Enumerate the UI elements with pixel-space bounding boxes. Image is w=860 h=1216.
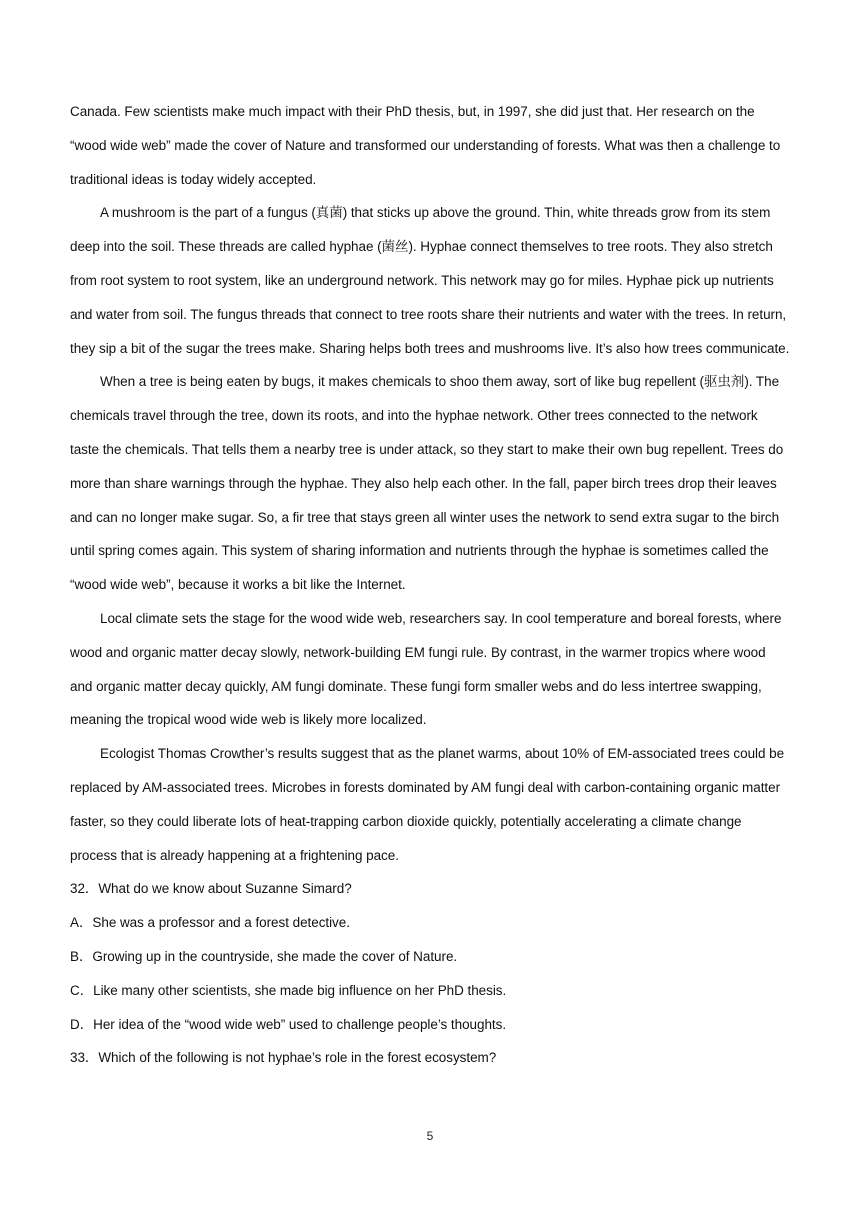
- page-number: 5: [426, 1129, 434, 1143]
- document-body: [70, 95, 790, 1075]
- question-32-option-c: C．Like many other scientists, she made big influence on her PhD thesis.: [70, 982, 507, 998]
- article-paragraph-5: Ecologist Thomas Crowther’s results suggest that as the planet warms, about 10% of EM-associated trees could be replaced by AM-associated trees. Microbes in forests dominated by AM fungi deal with carbon-containing organic matter faster, so they could liberate lots of heat-trapping carbon dioxide quickly, potentially accelerating a climate change process that is already happening at a frightening pace.: [70, 746, 785, 863]
- question-32-stem: 32．What do we know about Suzanne Simard?: [70, 881, 352, 897]
- article-paragraph-1: Canada. Few scientists make much impact with their PhD thesis, but, in 1997, she did just that. Her research on the “wood wide web” made the cover of Nature and transformed our understanding of forests. What was then a challenge to traditional ideas is today widely accepted.: [70, 104, 781, 187]
- question-33-stem: 33．Which of the following is not hyphae’s role in the forest ecosystem?: [70, 1050, 497, 1066]
- article-paragraph-3: When a tree is being eaten by bugs, it makes chemicals to shoo them away, sort of like bug repellent (驱虫剂). The chemicals travel through the tree, down its roots, and into the hyphae network. Other trees connected to the network taste the chemicals. That tells them a nearby tree is under attack, so they start to make their own bug repellent. Trees do more than share warnings through the hyphae. They also help each other. In the fall, paper birch trees drop their leaves and can no longer make sugar. So, a fir tree that stays green all winter uses the network to send extra sugar to the birch until spring comes again. This system of sharing information and nutrients through the hyphae is sometimes called the “wood wide web”, because it works a bit like the Internet.: [70, 374, 784, 593]
- question-32-option-d: D．Her idea of the “wood wide web” used to challenge people’s thoughts.: [70, 1016, 507, 1032]
- question-32-option-a: A．She was a professor and a forest detective.: [70, 915, 350, 931]
- article-paragraph-4: Local climate sets the stage for the wood wide web, researchers say. In cool temperature and boreal forests, where wood and organic matter decay slowly, network-building EM fungi rule. By contrast, in the warmer tropics where wood and organic matter decay quickly, AM fungi dominate. These fungi form smaller webs and do less intertree swapping, meaning the tropical wood wide web is likely more localized.: [70, 610, 782, 728]
- question-32-option-b: B．Growing up in the countryside, she made the cover of Nature.: [70, 948, 458, 964]
- article-paragraph-2: A mushroom is the part of a fungus (真菌) that sticks up above the ground. Thin, white threads grow from its stem deep into the soil. These threads are called hyphae (菌丝). Hyphae connect themselves to tree roots. They also stretch from root system to root system, like an underground network. This network may go for miles. Hyphae pick up nutrients and water from soil. The fungus threads that connect to tree roots share their nutrients and water with the trees. In return, they sip a bit of the sugar the trees make. Sharing helps both trees and mushrooms live. It’s also how trees communicate.: [70, 205, 790, 356]
